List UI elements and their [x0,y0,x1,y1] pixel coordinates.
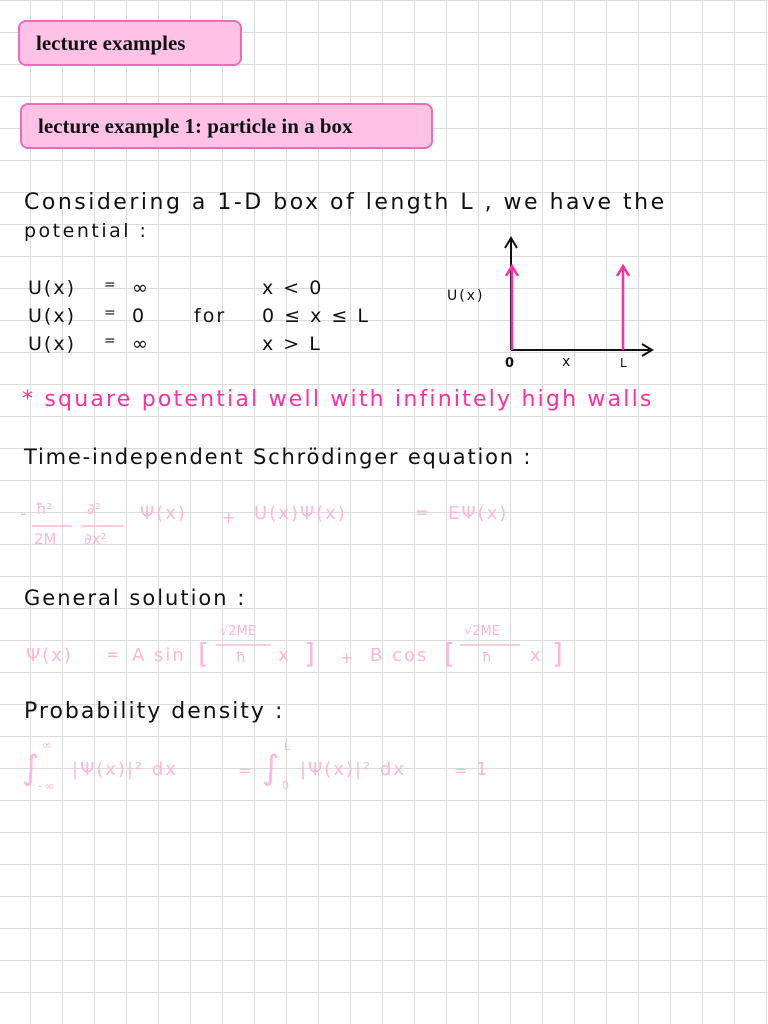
tag-label: lecture examples [36,30,186,55]
tise-equals: = [415,503,431,522]
integral-2-lower: 0 [282,779,291,792]
integral-1-upper: ∞ [42,738,54,752]
general-hbar-1: ħ [236,650,246,666]
tise-2m: 2M [34,530,57,548]
probability-equals-1: = [238,761,254,780]
integral-sign: ∫ [22,748,40,788]
potential-condition: 0 ≤ x ≤ L [262,305,370,327]
tise-dx2: ∂x² [84,530,107,548]
potential-condition: x < 0 [262,277,324,299]
intro-line-2: potential : [24,220,149,242]
general-bracket: [ [198,637,211,670]
potential-lhs: U(x) [28,277,76,299]
potential-lhs: U(x) [28,305,76,327]
integral-2-body: |Ψ(x)|² dx [300,759,407,780]
probability-heading: Probability density : [24,699,285,724]
potential-condition: x > L [262,333,322,355]
general-bracket: [ [444,637,457,670]
general-bcos: B cos [370,645,429,666]
probability-rhs: 1 [476,759,490,780]
integral-2-upper: L [284,740,293,753]
potential-value: ∞ [132,277,150,299]
general-plus: + [340,648,356,667]
general-sqrt-1: √2ME [220,624,256,639]
graph-xlabel: x [562,354,573,370]
graph-origin-label: 0 [505,356,517,371]
graph-end-label: L [620,356,629,370]
potential-lhs: U(x) [28,333,76,355]
highlight-note: * square potential well with infinitely high walls [22,387,654,412]
potential-value: 0 [132,305,147,327]
tise-potential-term: U(x)Ψ(x) [254,503,347,524]
tise-hbar-squared: ħ² [36,500,53,518]
graph-ylabel: U(x) [447,288,485,304]
potential-eq: = [104,333,118,349]
general-bracket: ] [552,637,565,670]
potential-value: ∞ [132,333,150,355]
for-label: for [194,305,227,327]
general-hbar-2: ħ [482,650,492,666]
integral-1-body: |Ψ(x)|² dx [72,759,179,780]
potential-eq: = [104,305,118,321]
tise-minus: - [20,503,29,524]
integral-sign: ∫ [262,748,280,788]
potential-eq: = [104,277,118,293]
tise-plus: + [222,508,238,527]
general-x-1: x [278,645,291,666]
general-sqrt-2: √2ME [464,624,500,639]
tise-d2: ∂² [87,500,101,518]
intro-line-1: Considering a 1-D box of length L , we have the [24,190,667,215]
probability-equals-2: = [454,761,470,780]
general-bracket: ] [304,637,317,670]
general-asin: A sin [132,645,186,666]
integral-1-lower: -∞ [38,779,57,793]
tise-psi: Ψ(x) [140,503,187,524]
general-x-2: x [530,645,543,666]
tise-rhs: EΨ(x) [448,503,509,524]
general-solution-heading: General solution : [24,586,247,610]
general-lhs: Ψ(x) [26,645,73,666]
tag-label: lecture example 1: particle in a box [38,113,353,138]
tise-heading: Time-independent Schrödinger equation : [24,445,533,469]
general-equals: = [106,645,122,664]
